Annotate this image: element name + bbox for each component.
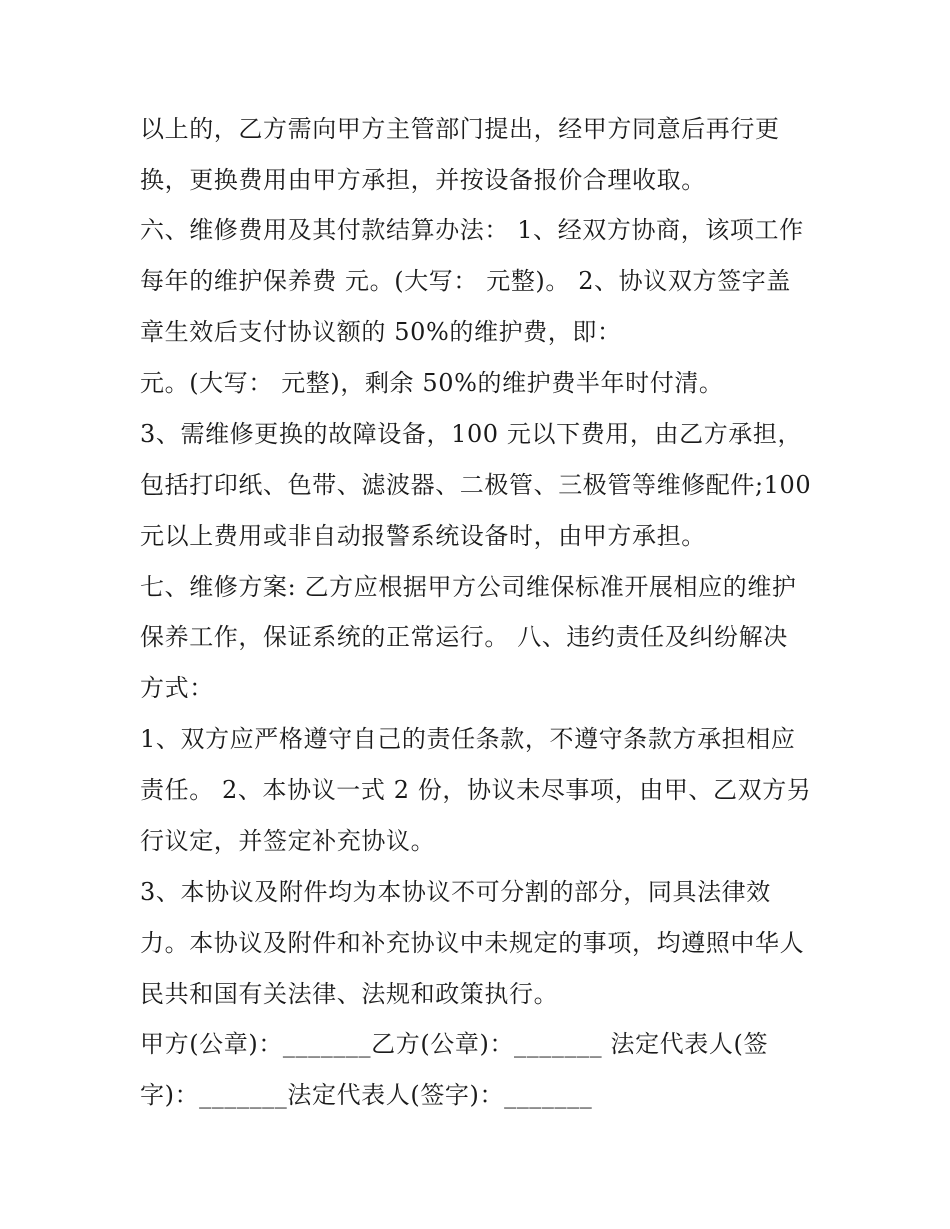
text-line: 元。(大写： 元整)，剩余 50%的维护费半年时付清。	[140, 369, 724, 397]
text-line: 行议定，并签定补充协议。	[140, 827, 436, 855]
text-line: 每年的维护保养费 元。(大写： 元整)。 2、协议双方签字盖	[140, 267, 791, 295]
text-line: 元以上费用或非自动报警系统设备时，由甲方承担。	[140, 522, 706, 550]
text-line: 3、本协议及附件均为本协议不可分割的部分，同具法律效	[140, 878, 771, 906]
text-line: 1、双方应严格遵守自己的责任条款，不遵守条款方承担相应	[140, 725, 796, 753]
text-line: 以上的，乙方需向甲方主管部门提出，经甲方同意后再行更	[140, 115, 780, 143]
text-line: 章生效后支付协议额的 50%的维护费，即：	[140, 318, 622, 346]
text-line: 民共和国有关法律、法规和政策执行。	[140, 980, 559, 1008]
text-line: 六、维修费用及其付款结算办法： 1、经双方协商，该项工作	[140, 216, 804, 244]
text-line: 3、需维修更换的故障设备，100 元以下费用，由乙方承担，	[140, 420, 803, 448]
text-line: 保养工作，保证系统的正常运行。 八、违约责任及纠纷解决	[140, 623, 788, 651]
text-line: 七、维修方案: 乙方应根据甲方公司维保标准开展相应的维护	[140, 573, 797, 601]
text-line: 责任。 2、本协议一式 2 份，协议未尽事项，由甲、乙双方另	[140, 776, 812, 804]
text-line: 方式：	[140, 674, 214, 702]
text-line: 包括打印纸、色带、滤波器、二极管、三极管等维修配件;100	[140, 471, 812, 499]
text-line: 力。本协议及附件和补充协议中未规定的事项，均遵照中华人	[140, 929, 805, 957]
text-line: 换，更换费用由甲方承担，并按设备报价合理收取。	[140, 166, 706, 194]
signature-line: 甲方(公章)：_______乙方(公章)：_______ 法定代表人(签	[140, 1030, 769, 1058]
signature-line: 字)：_______法定代表人(签字)：_______	[140, 1081, 593, 1109]
